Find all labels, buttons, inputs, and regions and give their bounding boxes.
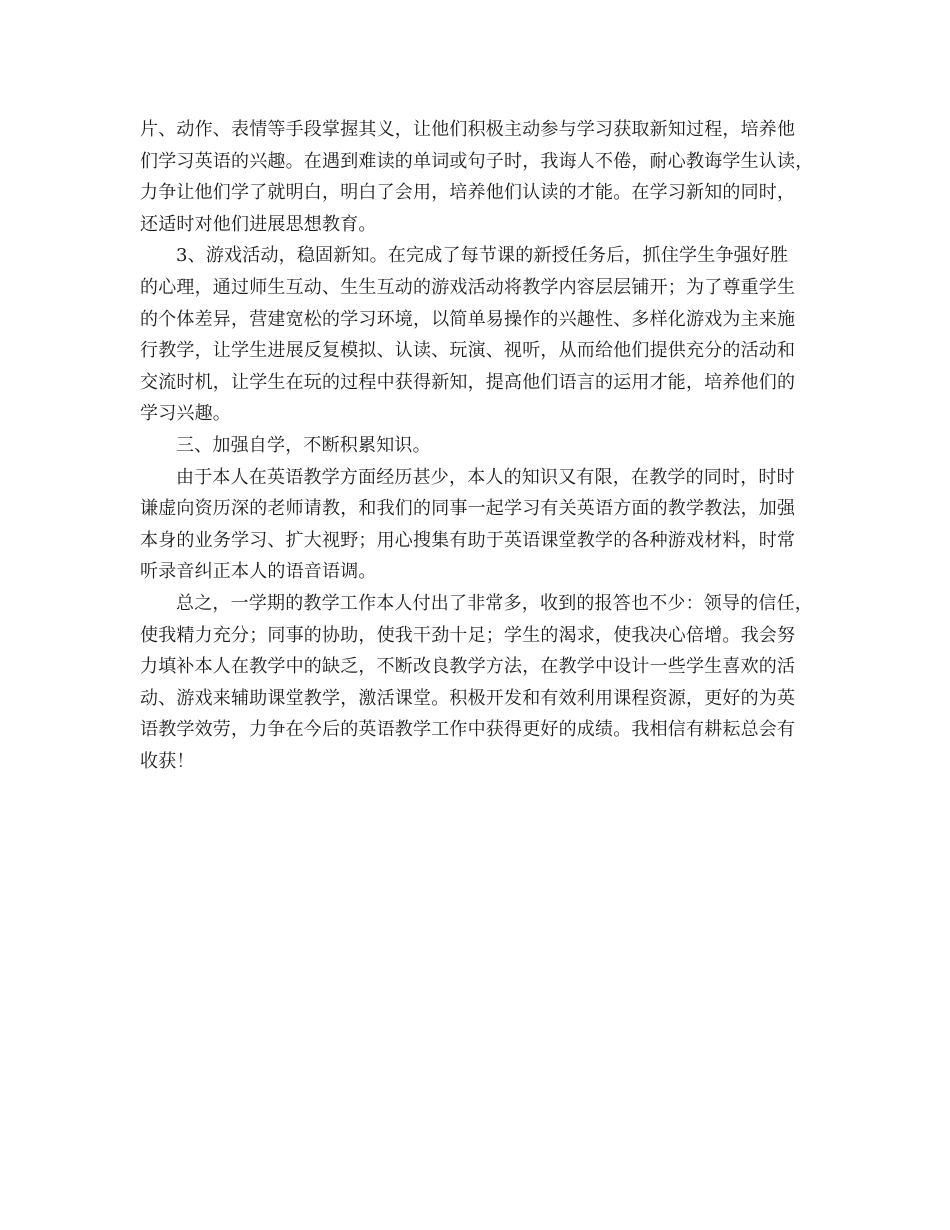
text-line: 片、动作、表情等手段掌握其义，让他们积极主动参与学习获取新知过程，培养他 (140, 119, 796, 140)
text-line: 三、加强自学，不断积累知识。 (176, 434, 431, 456)
text-line: 力填补本人在教学中的缺乏，不断改良教学方法，在教学中设计一些学生喜欢的活 (140, 656, 796, 678)
text-line: 使我精力充分；同事的协助，使我干劲十足；学生的渴求，使我决心倍增。我会努 (140, 624, 796, 646)
paragraph-continuation (140, 114, 812, 240)
text-line: 总之，一学期的教学工作本人付出了非常多，收到的报答也不少：领导的信任， (176, 592, 813, 614)
text-line: 力争让他们学了就明白，明白了会用，培养他们认读的才能。在学习新知的同时， (140, 182, 796, 204)
text-line: 行教学，让学生进展反复模拟、认读、玩演、视听，从而给他们提供充分的活动和 (140, 340, 796, 362)
text-line: 语教学效劳，力争在今后的英语教学工作中获得更好的成绩。我相信有耕耘总会有 (140, 719, 796, 741)
text-line: 交流时机，让学生在玩的过程中获得新知，提高他们语言的运用才能，培养他们的 (140, 371, 796, 393)
text-line: 收获！ (140, 750, 195, 772)
text-line: 由于本人在英语教学方面经历甚少，本人的知识又有限，在教学的同时，时时 (176, 466, 795, 488)
text-line: 听录音纠正本人的语音语调。 (140, 561, 377, 583)
text-line: 本身的业务学习、扩大视野；用心搜集有助于英语课堂教学的各种游戏材料，时常 (140, 529, 796, 551)
text-line: 们学习英语的兴趣。在遇到难读的单词或句子时，我诲人不倦，耐心教诲学生认读， (140, 150, 814, 172)
text-line: 还适时对他们进展思想教育。 (140, 213, 377, 235)
paragraph-game-activities (140, 240, 812, 430)
text-line: 的心理，通过师生互动、生生互动的游戏活动将教学内容层层铺开；为了尊重学生 (140, 276, 796, 298)
paragraph-summary (140, 588, 812, 778)
text-line: 动、游戏来辅助课堂教学，激活课堂。积极开发和有效利用课程资源，更好的为英 (140, 687, 796, 709)
paragraph-self-study (140, 462, 812, 588)
text-line: 学习兴趣。 (140, 403, 231, 425)
text-line: 3、游戏活动，稳固新知。在完成了每节课的新授任务后，抓住学生争强好胜 (176, 245, 789, 267)
text-line: 谦虚向资历深的老师请教，和我们的同事一起学习有关英语方面的教学教法，加强 (140, 498, 796, 520)
section-heading-self-study (140, 430, 812, 462)
text-line: 的个体差异，营建宽松的学习环境，以简单易操作的兴趣性、多样化游戏为主来施 (140, 308, 796, 330)
document-body (140, 114, 812, 777)
